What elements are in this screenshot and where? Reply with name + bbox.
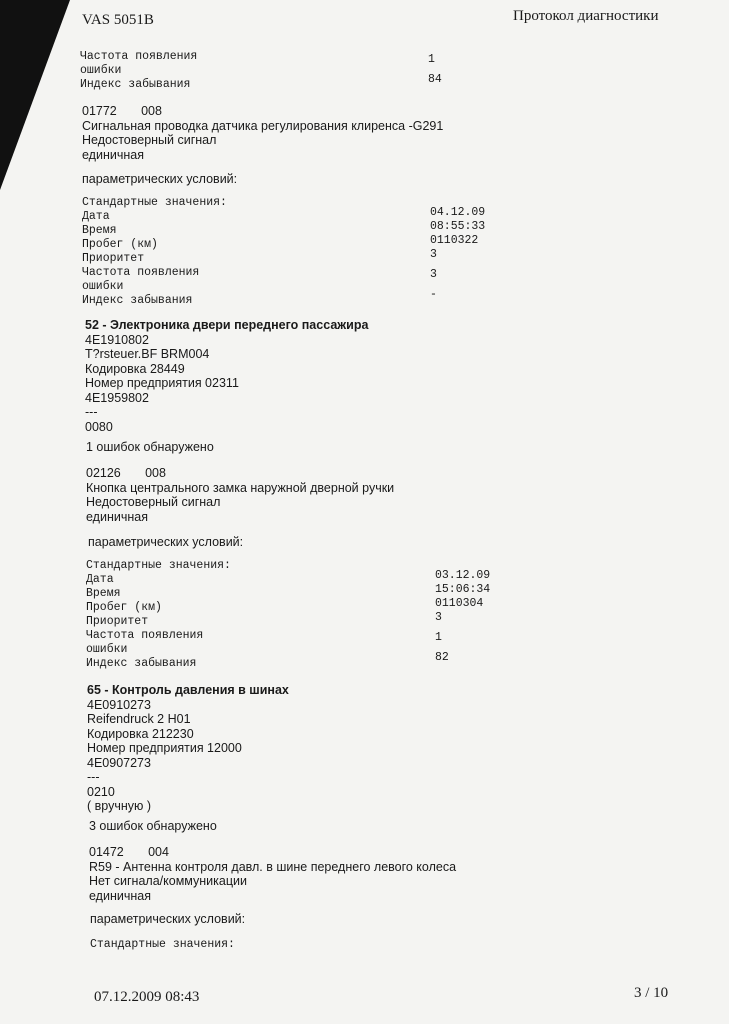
- freq-value: 1: [428, 53, 435, 66]
- scan-shadow-corner: [0, 0, 70, 190]
- module-52: 52 - Электроника двери переднего пассажира 4E1910802 T?rsteuer.BF BRM004 Кодировка 28449 Номер предприятия 02311 4E1959802 --- 0080: [85, 318, 369, 434]
- std-values-2: Стандартные значения: Дата Время Пробег (км) Приоритет Частота появления ошибки Индекс забывания: [86, 559, 231, 670]
- params-label-1: параметрических условий:: [82, 172, 238, 186]
- params-label-2: параметрических условий:: [88, 535, 244, 549]
- params-label-3: параметрических условий:: [90, 912, 246, 926]
- header-device: VAS 5051B: [82, 12, 154, 28]
- error-count-65: 3 ошибок обнаружено: [89, 819, 217, 833]
- index-value: 84: [428, 73, 442, 86]
- std-values-3: Стандартные значения:: [90, 938, 235, 951]
- module-65: 65 - Контроль давления в шинах 4E0910273 Reifendruck 2 H01 Кодировка 212230 Номер предприятия 12000 4E0907273 --- 0210 ( вручную ): [87, 683, 289, 813]
- footer-date: 07.12.2009 08:43: [94, 989, 200, 1005]
- fault-01772: 01772 008 Сигнальная проводка датчика регулирования клиренса -G291 Недостоверный сигнал единичная: [82, 104, 444, 162]
- fault-01472: 01472 004 R59 - Антенна контроля давл. в шине переднего левого колеса Нет сигнала/коммуникации единичная: [89, 845, 457, 903]
- header-title: Протокол диагностики: [513, 8, 659, 24]
- error-count-52: 1 ошибок обнаружено: [86, 440, 214, 454]
- freq-label: Частота появления ошибки Индекс забывания: [80, 50, 198, 91]
- footer-page: 3 / 10: [634, 985, 669, 1001]
- std-values-1: Стандартные значения: Дата Время Пробег (км) Приоритет Частота появления ошибки Индекс забывания: [82, 196, 227, 307]
- std-values-1-data: 04.12.09 08:55:33 0110322 3 3 -: [430, 206, 486, 301]
- std-values-2-data: 03.12.09 15:06:34 0110304 3 1 82: [435, 569, 491, 664]
- fault-02126: 02126 008 Кнопка центрального замка наружной дверной ручки Недостоверный сигнал единичная: [86, 466, 395, 524]
